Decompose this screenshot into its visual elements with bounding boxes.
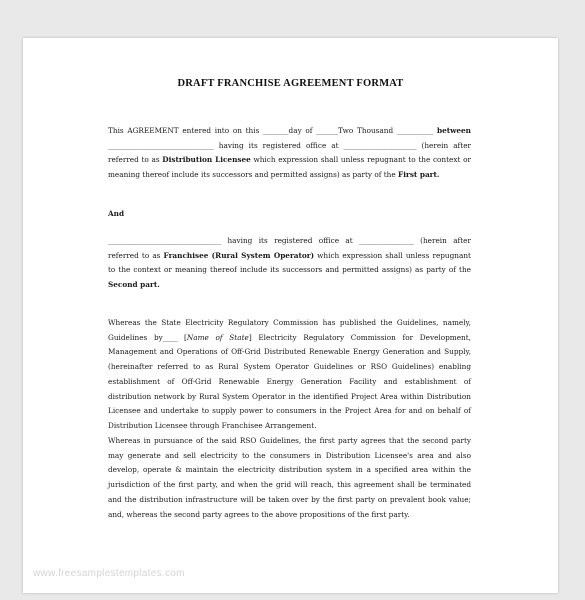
guidelines-text-2: ] Electricity Regulatory Commission for Development, Management and Operations of Off-Grid Distributed Renewable Energy Generation and Supply, (hereinafter referred to as Rural System Operator Guidelines or RSO Guidelines) enabling establishment of Off-Grid Renewable Energy Generation Facility and establishment of distribution network by Rural System Operator in the identified Project Area within Distribution Licensee and undertake to supply power to consumers in the Project Area for and on behalf of Distribution Licensee through Franchisee Arrangement. xyxy=(108,332,471,430)
intro-text-1: This AGREEMENT entered into on this _______day of ______Two Thousand __________ xyxy=(108,126,437,135)
franchisee-text-2: which expression shall unless repugnant to the context or meaning thereof include its successors and permitted assigns) as party of the xyxy=(108,250,471,275)
intro-between: between xyxy=(437,126,471,135)
franchisee-term: Franchisee (Rural System Operator) xyxy=(163,250,315,260)
document-title: DRAFT FRANCHISE AGREEMENT FORMAT xyxy=(177,78,404,89)
name-of-state-placeholder: Name of State xyxy=(186,332,249,342)
watermark-text: www.freesamplestemplates.com xyxy=(33,568,185,579)
document-page xyxy=(23,38,558,593)
intro-text-2: _____________________________ having its registered office at ____________________ (herein after referred to as xyxy=(108,140,471,165)
franchisee-paragraph xyxy=(108,234,471,293)
franchisee-text-1: _______________________________ having its registered office at _______________ (herein after referred to as xyxy=(108,236,471,260)
intro-text-3: which expression shall unless repugnant to the context or meaning thereof include its successors and permitted assigns) as party of the xyxy=(108,155,471,180)
distribution-licensee-term: Distribution Licensee xyxy=(162,155,251,165)
whereas-guidelines-paragraph xyxy=(108,316,471,434)
agreement-intro-paragraph xyxy=(108,124,471,183)
whereas-pursuance-paragraph: Whereas in pursuance of the said RSO Guidelines, the first party agrees that the second party may generate and sell electricity to the consumers in Distribution Licensee's area and also develop, operate & maintain the electricity distribution system in a specified area within the jurisdiction of the first party, and when the grid will reach, this agreement shall be terminated and the distribution infrastructure will be taken over by the first party on prevalent book value; and, whereas the second party agrees to the above propositions of the first party. xyxy=(108,436,471,519)
and-separator: And xyxy=(108,209,125,218)
first-part-term: First part. xyxy=(398,170,440,180)
guidelines-text-1: Whereas the State Electricity Regulatory Commission has published the Guidelines, namely, Guidelines by____ [ xyxy=(108,318,471,342)
second-part-term: Second part. xyxy=(108,280,160,290)
